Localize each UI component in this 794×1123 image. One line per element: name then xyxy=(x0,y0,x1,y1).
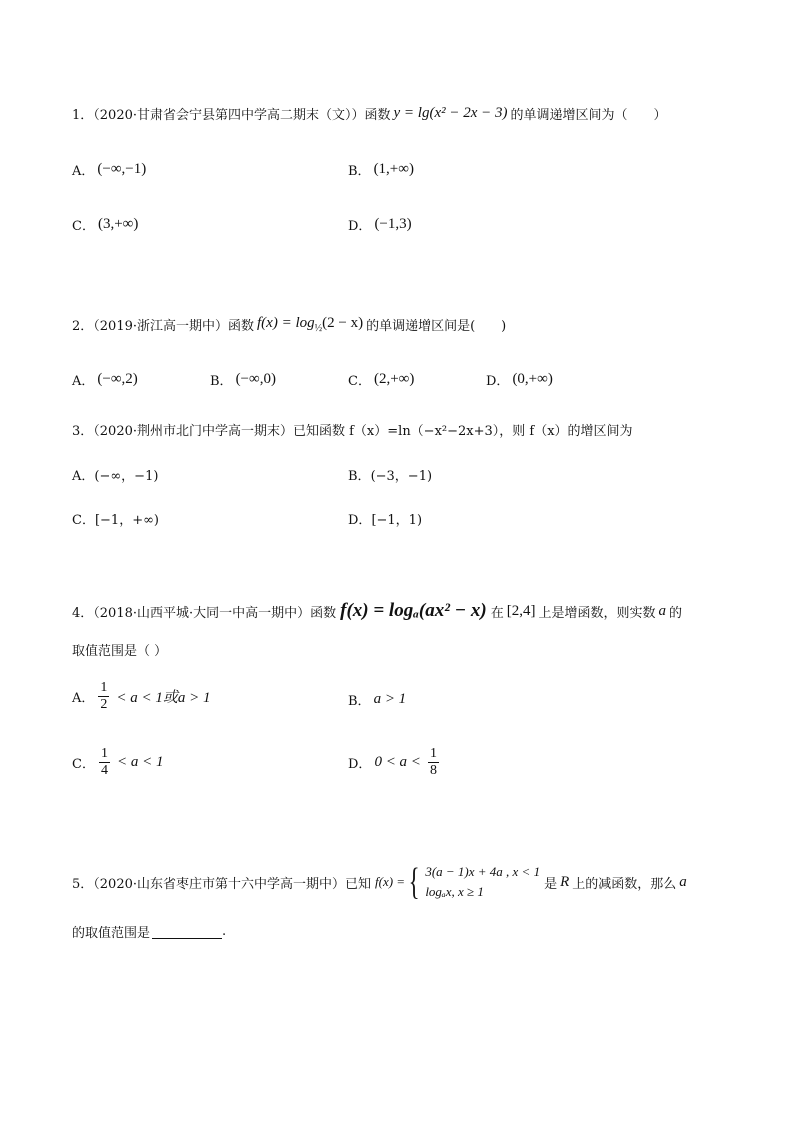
q4-option-a[interactable]: A． $\frac{1}{2}$ < a < 1或a > 1 xyxy=(72,680,211,712)
question-4-formula: f(x) = logₐ(ax² − x) xyxy=(340,600,487,621)
question-1-stem xyxy=(72,104,667,123)
q1-option-a[interactable]: A． (−∞,−1) xyxy=(72,161,147,179)
q4-option-a-value: < a < 1或a > 1 xyxy=(116,690,211,706)
q2-option-a[interactable]: A． (−∞,2) xyxy=(72,371,138,389)
question-5-stem: 5．（2020·山东省枣庄市第十六中学高一期中）已知 f(x) = { 3(a − 1)x + 4a , x < 1 logₐx, x ≥ 1 是 R 上的减函数，那么 a xyxy=(72,861,687,903)
q4-option-a-fraction: $\frac{1}{2}$ xyxy=(100,680,108,712)
question-5-stem-line2: 的取值范围是 . xyxy=(72,924,227,941)
question-1-prefix: 1．（2020·甘肃省会宁县第四中学高二期末（文））函数 xyxy=(72,108,391,123)
question-1-formula: y = lg(x² − 2x − 3) xyxy=(393,105,508,121)
q1-option-d-value: (−1,3) xyxy=(374,216,412,232)
question-5-prefix: 5．（2020·山东省枣庄市第十六中学高一期中）已知 xyxy=(72,876,371,892)
question-4-stem: 4．（2018·山西平城·大同一中高一期中）函数 f(x) = logₐ(ax² − x) 在 [2,4] 上是增函数，则实数 a 的 xyxy=(72,600,683,621)
q3-option-b[interactable]: B． (−3，−1) xyxy=(348,465,432,484)
question-1-suffix: 的单调递增区间为（ ） xyxy=(510,108,667,123)
question-3-stem xyxy=(72,420,633,439)
q1-option-d[interactable]: D． (−1,3) xyxy=(348,216,412,234)
q3-option-a-value: (−∞，−1) xyxy=(94,469,159,484)
q1-option-a-value: (−∞,−1) xyxy=(97,161,147,177)
piecewise-case-1: 3(a − 1)x + 4a , x < 1 xyxy=(425,864,541,879)
q4-option-c[interactable]: C． $\frac{1}{4}$ < a < 1 xyxy=(72,746,164,778)
q4-option-d-value: 0 < a < xyxy=(374,754,421,770)
piecewise-case-2: logₐx, x ≥ 1 xyxy=(425,884,484,899)
question-4-stem-line2: 取值范围是（ ） xyxy=(72,644,168,659)
q2-option-b-value: (−∞,0) xyxy=(235,371,276,387)
q4-option-c-value: < a < 1 xyxy=(116,754,164,770)
q4-option-d[interactable]: D． 0 < a < $\frac{1}{8}$ xyxy=(348,746,437,778)
q4-option-b[interactable]: B． a > 1 xyxy=(348,691,407,709)
q2-option-a-value: (−∞,2) xyxy=(97,371,138,387)
question-4-prefix: 4．（2018·山西平城·大同一中高一期中）函数 xyxy=(72,605,337,621)
question-4-var: a xyxy=(658,602,667,619)
q2-option-b[interactable]: B． (−∞,0) xyxy=(210,371,276,389)
q1-option-c-value: (3,+∞) xyxy=(97,216,139,232)
answer-blank[interactable] xyxy=(152,924,222,939)
q1-option-c[interactable]: C． (3,+∞) xyxy=(72,216,139,234)
question-2-prefix: 2．（2019·浙江高一期中）函数 xyxy=(72,319,254,334)
q3-option-b-value: (−3，−1) xyxy=(370,469,433,484)
question-2-stem xyxy=(72,315,506,334)
q1-option-b-value: (1,+∞) xyxy=(373,161,414,177)
question-2-suffix: 的单调递增区间是( ) xyxy=(366,319,507,334)
q3-option-d[interactable]: D． [−1，1) xyxy=(348,509,422,528)
q3-option-d-value: [−1，1) xyxy=(371,513,423,528)
question-3-text: 3．（2020·荆州市北门中学高一期末）已知函数 f（x）=ln（−x²−2x+3），则 f（x）的增区间为 xyxy=(72,424,633,439)
q3-option-c[interactable]: C． [−1，+∞) xyxy=(72,509,159,528)
question-4-interval: [2,4] xyxy=(506,602,536,619)
q2-option-c-value: (2,+∞) xyxy=(373,371,415,387)
q4-option-b-value: a > 1 xyxy=(373,691,407,707)
q3-option-c-value: [−1，+∞) xyxy=(94,513,159,528)
q4-option-c-fraction: $\frac{1}{4}$ xyxy=(100,746,108,778)
q3-option-a[interactable]: A． (−∞，−1) xyxy=(72,465,158,484)
q4-option-d-fraction: $\frac{1}{8}$ xyxy=(429,746,437,778)
question-5-piecewise: f(x) = { 3(a − 1)x + 4a , x < 1 logₐx, x ≥ 1 xyxy=(375,861,541,903)
q2-option-d-value: (0,+∞) xyxy=(512,371,553,387)
q2-option-c[interactable]: C． (2,+∞) xyxy=(348,371,415,389)
q1-option-b[interactable]: B． (1,+∞) xyxy=(348,161,414,179)
q2-option-d[interactable]: D． (0,+∞) xyxy=(486,371,553,389)
question-2-formula: $f(x) = \log_{\frac{1}{2}}(2 - x)$ xyxy=(257,315,364,334)
